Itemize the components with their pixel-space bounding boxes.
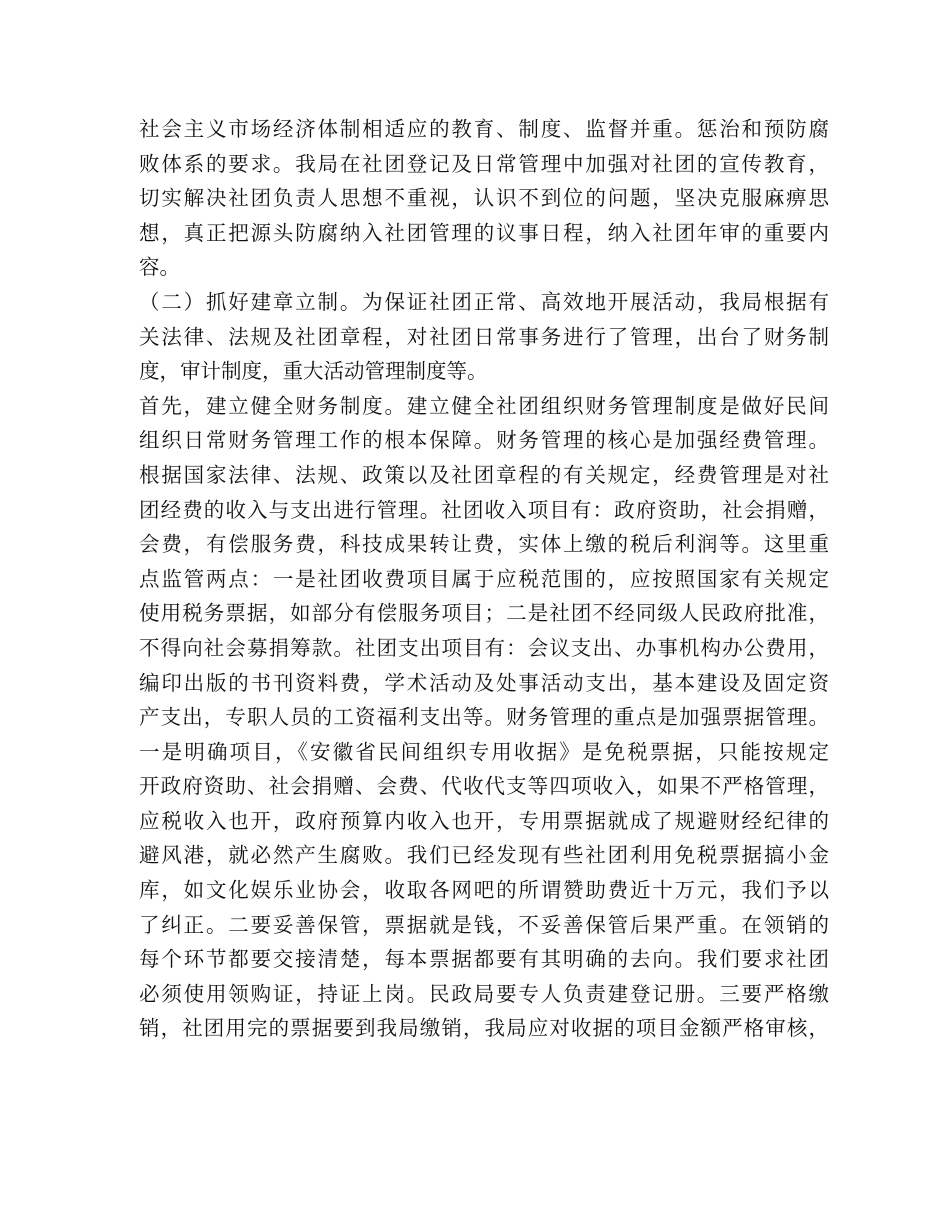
text-line: 使用税务票据，如部分有偿服务项目；二是社团不经同级人民政府批准， [139, 601, 829, 626]
text-line: 社会主义市场经济体制相适应的教育、制度、监督并重。惩治和预防腐 [139, 117, 829, 141]
text-line: 首先，建立健全财务制度。建立健全社团组织财务管理制度是做好民间 [139, 393, 829, 418]
text-line: 必须使用领购证，持证上岗。民政局要专人负责建登记册。三要严格缴 [139, 981, 829, 1006]
text-line: 编印出版的书刊资料费，学术活动及处事活动支出，基本建设及固定资 [139, 670, 829, 695]
text-line: 点监管两点：一是社团收费项目属于应税范围的，应按照国家有关规定 [139, 566, 829, 591]
text-line: 不得向社会募捐筹款。社团支出项目有：会议支出、办事机构办公费用， [139, 635, 829, 660]
text-line: 会费，有偿服务费，科技成果转让费，实体上缴的税后利润等。这里重 [139, 532, 829, 557]
text-line: 败体系的要求。我局在社团登记及日常管理中加强对社团的宣传教育， [139, 151, 829, 176]
body-text [139, 112, 829, 1046]
text-line: （二）抓好建章立制。为保证社团正常、高效地开展活动，我局根据有 [139, 289, 829, 314]
text-line: 根据国家法律、法规、政策以及社团章程的有关规定，经费管理是对社 [139, 462, 829, 487]
text-line: 开政府资助、社会捐赠、会费、代收代支等四项收入，如果不严格管理， [139, 774, 829, 799]
text-line: 一是明确项目，《安徽省民间组织专用收据》是免税票据，只能按规定 [139, 739, 829, 764]
text-line: 每个环节都要交接清楚，每本票据都要有其明确的去向。我们要求社团 [139, 947, 829, 972]
text-line: 组织日常财务管理工作的根本保障。财务管理的核心是加强经费管理。 [139, 428, 829, 453]
text-line: 想，真正把源头防腐纳入社团管理的议事日程，纳入社团年审的重要内 [139, 220, 829, 245]
text-line: 度，审计制度，重大活动管理制度等。 [139, 359, 488, 384]
text-line: 切实解决社团负责人思想不重视，认识不到位的问题，坚决克服麻痹思 [139, 186, 829, 211]
text-line: 团经费的收入与支出进行管理。社团收入项目有：政府资助，社会捐赠， [139, 497, 829, 522]
text-line: 产支出，专职人员的工资福利支出等。财务管理的重点是加强票据管理。 [139, 705, 829, 730]
text-line: 容。 [139, 255, 180, 280]
text-line: 库，如文化娱乐业协会，收取各网吧的所谓赞助费近十万元，我们予以 [139, 878, 829, 903]
text-line: 销，社团用完的票据要到我局缴销，我局应对收据的项目金额严格审核， [139, 1016, 829, 1041]
text-line: 避风港，就必然产生腐败。我们已经发现有些社团利用免税票据搞小金 [139, 843, 829, 868]
text-line: 关法律、法规及社团章程，对社团日常事务进行了管理，出台了财务制 [139, 324, 829, 349]
text-line: 应税收入也开，政府预算内收入也开，专用票据就成了规避财经纪律的 [139, 808, 829, 833]
text-line: 了纠正。二要妥善保管，票据就是钱，不妥善保管后果严重。在领销的 [139, 912, 829, 937]
